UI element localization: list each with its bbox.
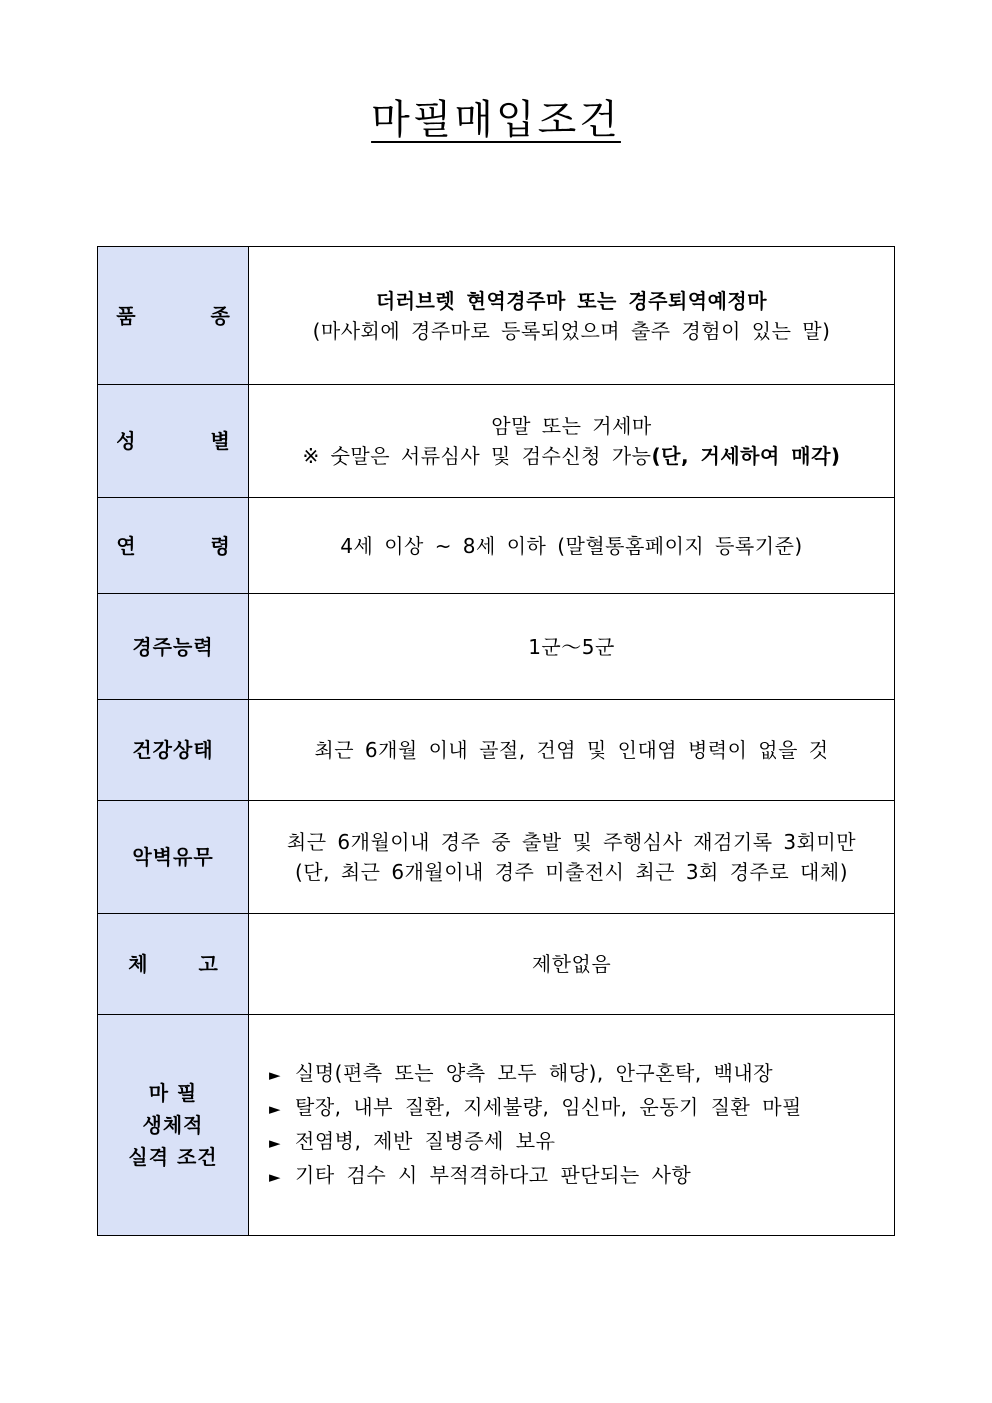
label-breed: 품 종: [98, 247, 249, 385]
vices-line-1: 최근 6개월이내 경주 중 출발 및 주행심사 재검기록 3회미만: [286, 830, 857, 854]
row-age: [98, 498, 895, 594]
label-disqualification: [98, 1015, 249, 1236]
label-age: 연 령: [98, 498, 249, 594]
row-disqualification: [98, 1015, 895, 1236]
bullet-icon: ►: [269, 1066, 282, 1084]
list-item: ► 기타 검수 시 부적격하다고 판단되는 사항: [269, 1159, 894, 1193]
label-height: 체 고: [98, 914, 249, 1015]
row-breed: [98, 247, 895, 385]
value-disqualification: [249, 1015, 895, 1236]
value-height: 제한없음: [249, 914, 895, 1015]
value-breed: [249, 247, 895, 385]
row-health: [98, 700, 895, 801]
bullet-icon: ►: [269, 1100, 282, 1118]
label-health: 건강상태: [98, 700, 249, 801]
disqualification-list: [249, 1057, 894, 1193]
row-height: [98, 914, 895, 1015]
label-racing-ability: 경주능력: [98, 594, 249, 700]
list-item: ► 전염병, 제반 질병증세 보유: [269, 1125, 894, 1159]
document-title: 마필매입조건: [371, 97, 621, 143]
label-sex: 성 별: [98, 385, 249, 498]
row-sex: [98, 385, 895, 498]
value-vices: [249, 801, 895, 914]
value-racing-ability: 1군～5군: [249, 594, 895, 700]
disq-label-line-3: 실격 조건: [128, 1145, 218, 1169]
value-age: 4세 이상 ~ 8세 이하 (말혈통홈페이지 등록기준): [249, 498, 895, 594]
value-sex: [249, 385, 895, 498]
sex-line-2: [249, 441, 894, 471]
sex-note: ※ 숫말은 서류심사 및 검수신청 가능: [302, 444, 652, 468]
row-vices: [98, 801, 895, 914]
breed-line-2: (마사회에 경주마로 등록되었으며 출주 경험이 있는 말): [312, 318, 831, 343]
sex-note-suffix: (단, 거세하여 매각): [651, 444, 841, 468]
bullet-icon: ►: [269, 1168, 282, 1186]
list-item: ► 탈장, 내부 질환, 지세불량, 임신마, 운동기 질환 마필: [269, 1091, 894, 1125]
value-health: 최근 6개월 이내 골절, 건염 및 인대염 병력이 없을 것: [249, 700, 895, 801]
label-vices: 악벽유무: [98, 801, 249, 914]
row-racing-ability: [98, 594, 895, 700]
breed-line-1: 더러브렛 현역경주마 또는 경주퇴역예정마: [375, 288, 768, 313]
disq-label-line-2: 생체적: [142, 1113, 204, 1137]
sex-line-1: 암말 또는 거세마: [491, 414, 652, 438]
list-item: ► 실명(편측 또는 양측 모두 해당), 안구혼탁, 백내장: [269, 1057, 894, 1091]
disq-label-line-1: 마 필: [148, 1081, 198, 1105]
bullet-icon: ►: [269, 1134, 282, 1152]
purchase-conditions-table: [97, 246, 895, 1236]
vices-line-2: (단, 최근 6개월이내 경주 미출전시 최근 3회 경주로 대체): [295, 860, 848, 884]
